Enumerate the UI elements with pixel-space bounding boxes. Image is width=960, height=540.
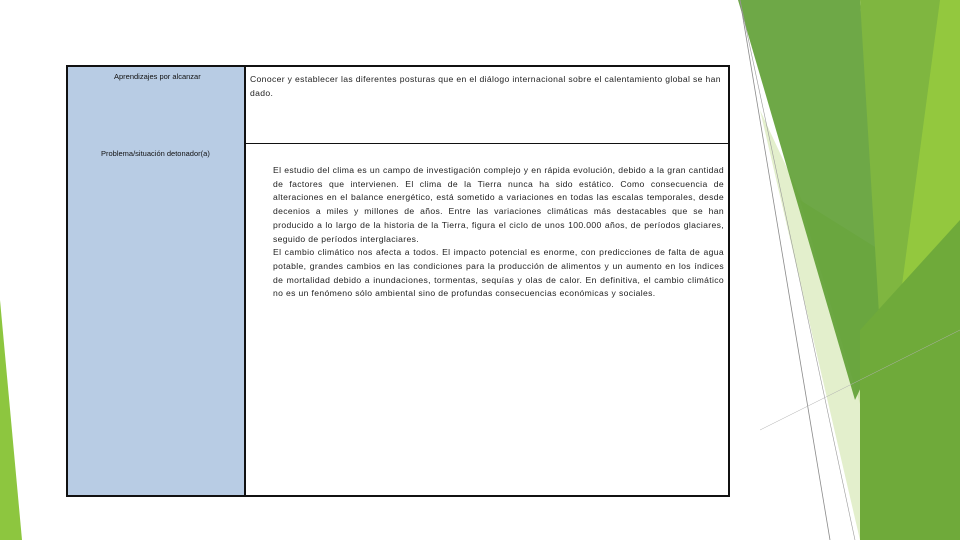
- left-corner-shape: [0, 300, 22, 540]
- label-column: [68, 67, 246, 495]
- row1-label: Aprendizajes por alcanzar: [114, 72, 201, 81]
- row-divider: [244, 143, 728, 144]
- row2-content: [273, 164, 724, 301]
- row2-paragraph-1: El estudio del clima es un campo de investigación complejo y en rápida evolución, debido a la gran cantidad de factores que intervienen. El clima de la Tierra nunca ha sido estático. Como consecuencia de alteraciones en el balance energético, está sometido a variaciones en todas las escalas temporales, desde decenios a miles y millones de años. Entre las variaciones climáticas más destacables que se han producido a lo largo de la historia de la Tierra, figura el ciclo de unos 100.000 años, de períodos glaciares, seguido de períodos interglaciares.: [273, 165, 724, 244]
- content-table: [66, 65, 730, 497]
- row2-paragraph-2: El cambio climático nos afecta a todos. El impacto potencial es enorme, con predicciones de falta de agua potable, grandes cambios en las condiciones para la producción de alimentos y un aumento en los índices de mortalidad debido a inundaciones, tormentas, sequías y olas de calor. En definitiva, el cambio climático no es un fenómeno sólo ambiental sino de profundas consecuencias económicas y sociales.: [273, 247, 724, 299]
- row1-content: Conocer y establecer las diferentes posturas que en el diálogo internacional sobre el calentamiento global se han dado.: [250, 74, 721, 98]
- row2-label: Problema/situación detonador(a): [101, 149, 210, 158]
